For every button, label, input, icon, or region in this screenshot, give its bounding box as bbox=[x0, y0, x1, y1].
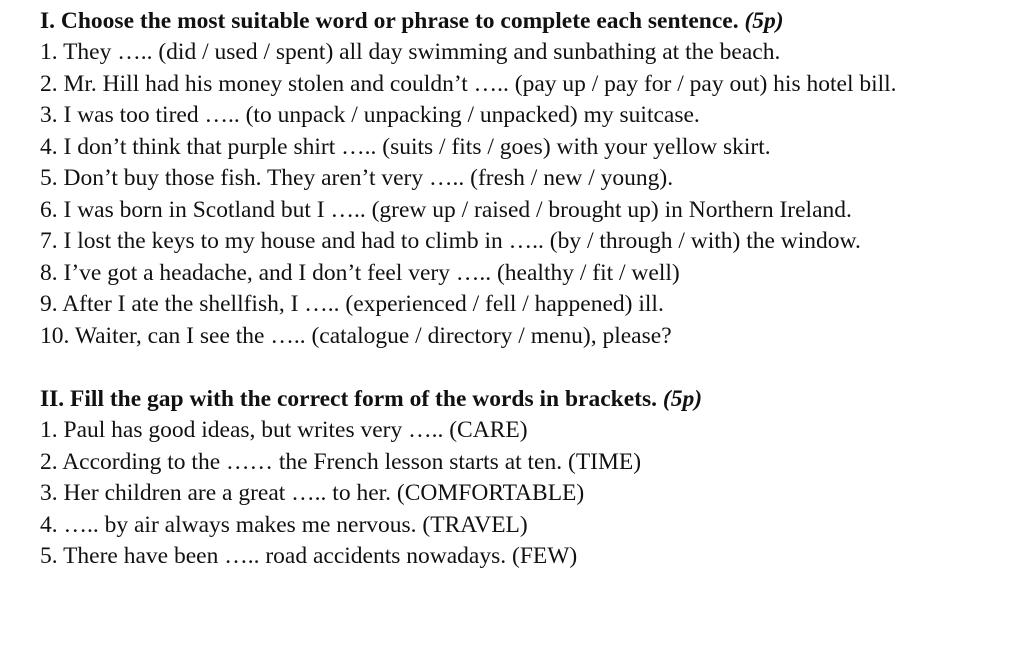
section-2-title: II. Fill the gap with the correct form of the words in brackets. bbox=[40, 386, 658, 412]
section-1-item-6: 6. I was born in Scotland but I ….. (grew up / raised / brought up) in Northern Ireland. bbox=[40, 196, 852, 223]
section-1-item-4: 4. I don’t think that purple shirt ….. (suits / fits / goes) with your yellow skirt. bbox=[40, 133, 771, 160]
section-2-points: (5p) bbox=[662, 386, 703, 412]
section-2-heading bbox=[40, 384, 1024, 415]
section-1-heading bbox=[40, 6, 1024, 37]
section-2-item-4: 4. ….. by air always makes me nervous. (TRAVEL) bbox=[40, 511, 528, 538]
section-1-item-7: 7. I lost the keys to my house and had to climb in ….. (by / through / with) the window. bbox=[40, 228, 861, 254]
section-1-item-9: 9. After I ate the shellfish, I ….. (experienced / fell / happened) ill. bbox=[40, 291, 664, 317]
section-1-item-2: 2. Mr. Hill had his money stolen and couldn’t ….. (pay up / pay for / pay out) his hotel bill. bbox=[40, 70, 897, 97]
section-2-item-1: 1. Paul has good ideas, but writes very ….. (CARE) bbox=[40, 417, 528, 443]
section-1-item-5: 5. Don’t buy those fish. They aren’t very ….. (fresh / new / young). bbox=[40, 165, 674, 191]
section-2-item-5: 5. There have been ….. road accidents nowadays. (FEW) bbox=[40, 543, 578, 569]
section-2-item-3: 3. Her children are a great ….. to her. (COMFORTABLE) bbox=[40, 480, 585, 506]
section-1-item-3: 3. I was too tired ….. (to unpack / unpacking / unpacked) my suitcase. bbox=[40, 102, 700, 128]
section-1-item-8: 8. I’ve got a headache, and I don’t feel very ….. (healthy / fit / well) bbox=[40, 259, 680, 286]
section-1-item-10: 10. Waiter, can I see the ….. (catalogue / directory / menu), please? bbox=[40, 322, 672, 349]
section-1-points: (5p) bbox=[744, 8, 784, 34]
section-1-title: I. Choose the most suitable word or phrase to complete each sentence. bbox=[40, 8, 739, 34]
section-1-item-1: 1. They ….. (did / used / spent) all day swimming and sunbathing at the beach. bbox=[40, 39, 781, 65]
section-spacer bbox=[40, 352, 1024, 384]
section-2-item-2: 2. According to the …… the French lesson starts at ten. (TIME) bbox=[40, 448, 642, 475]
